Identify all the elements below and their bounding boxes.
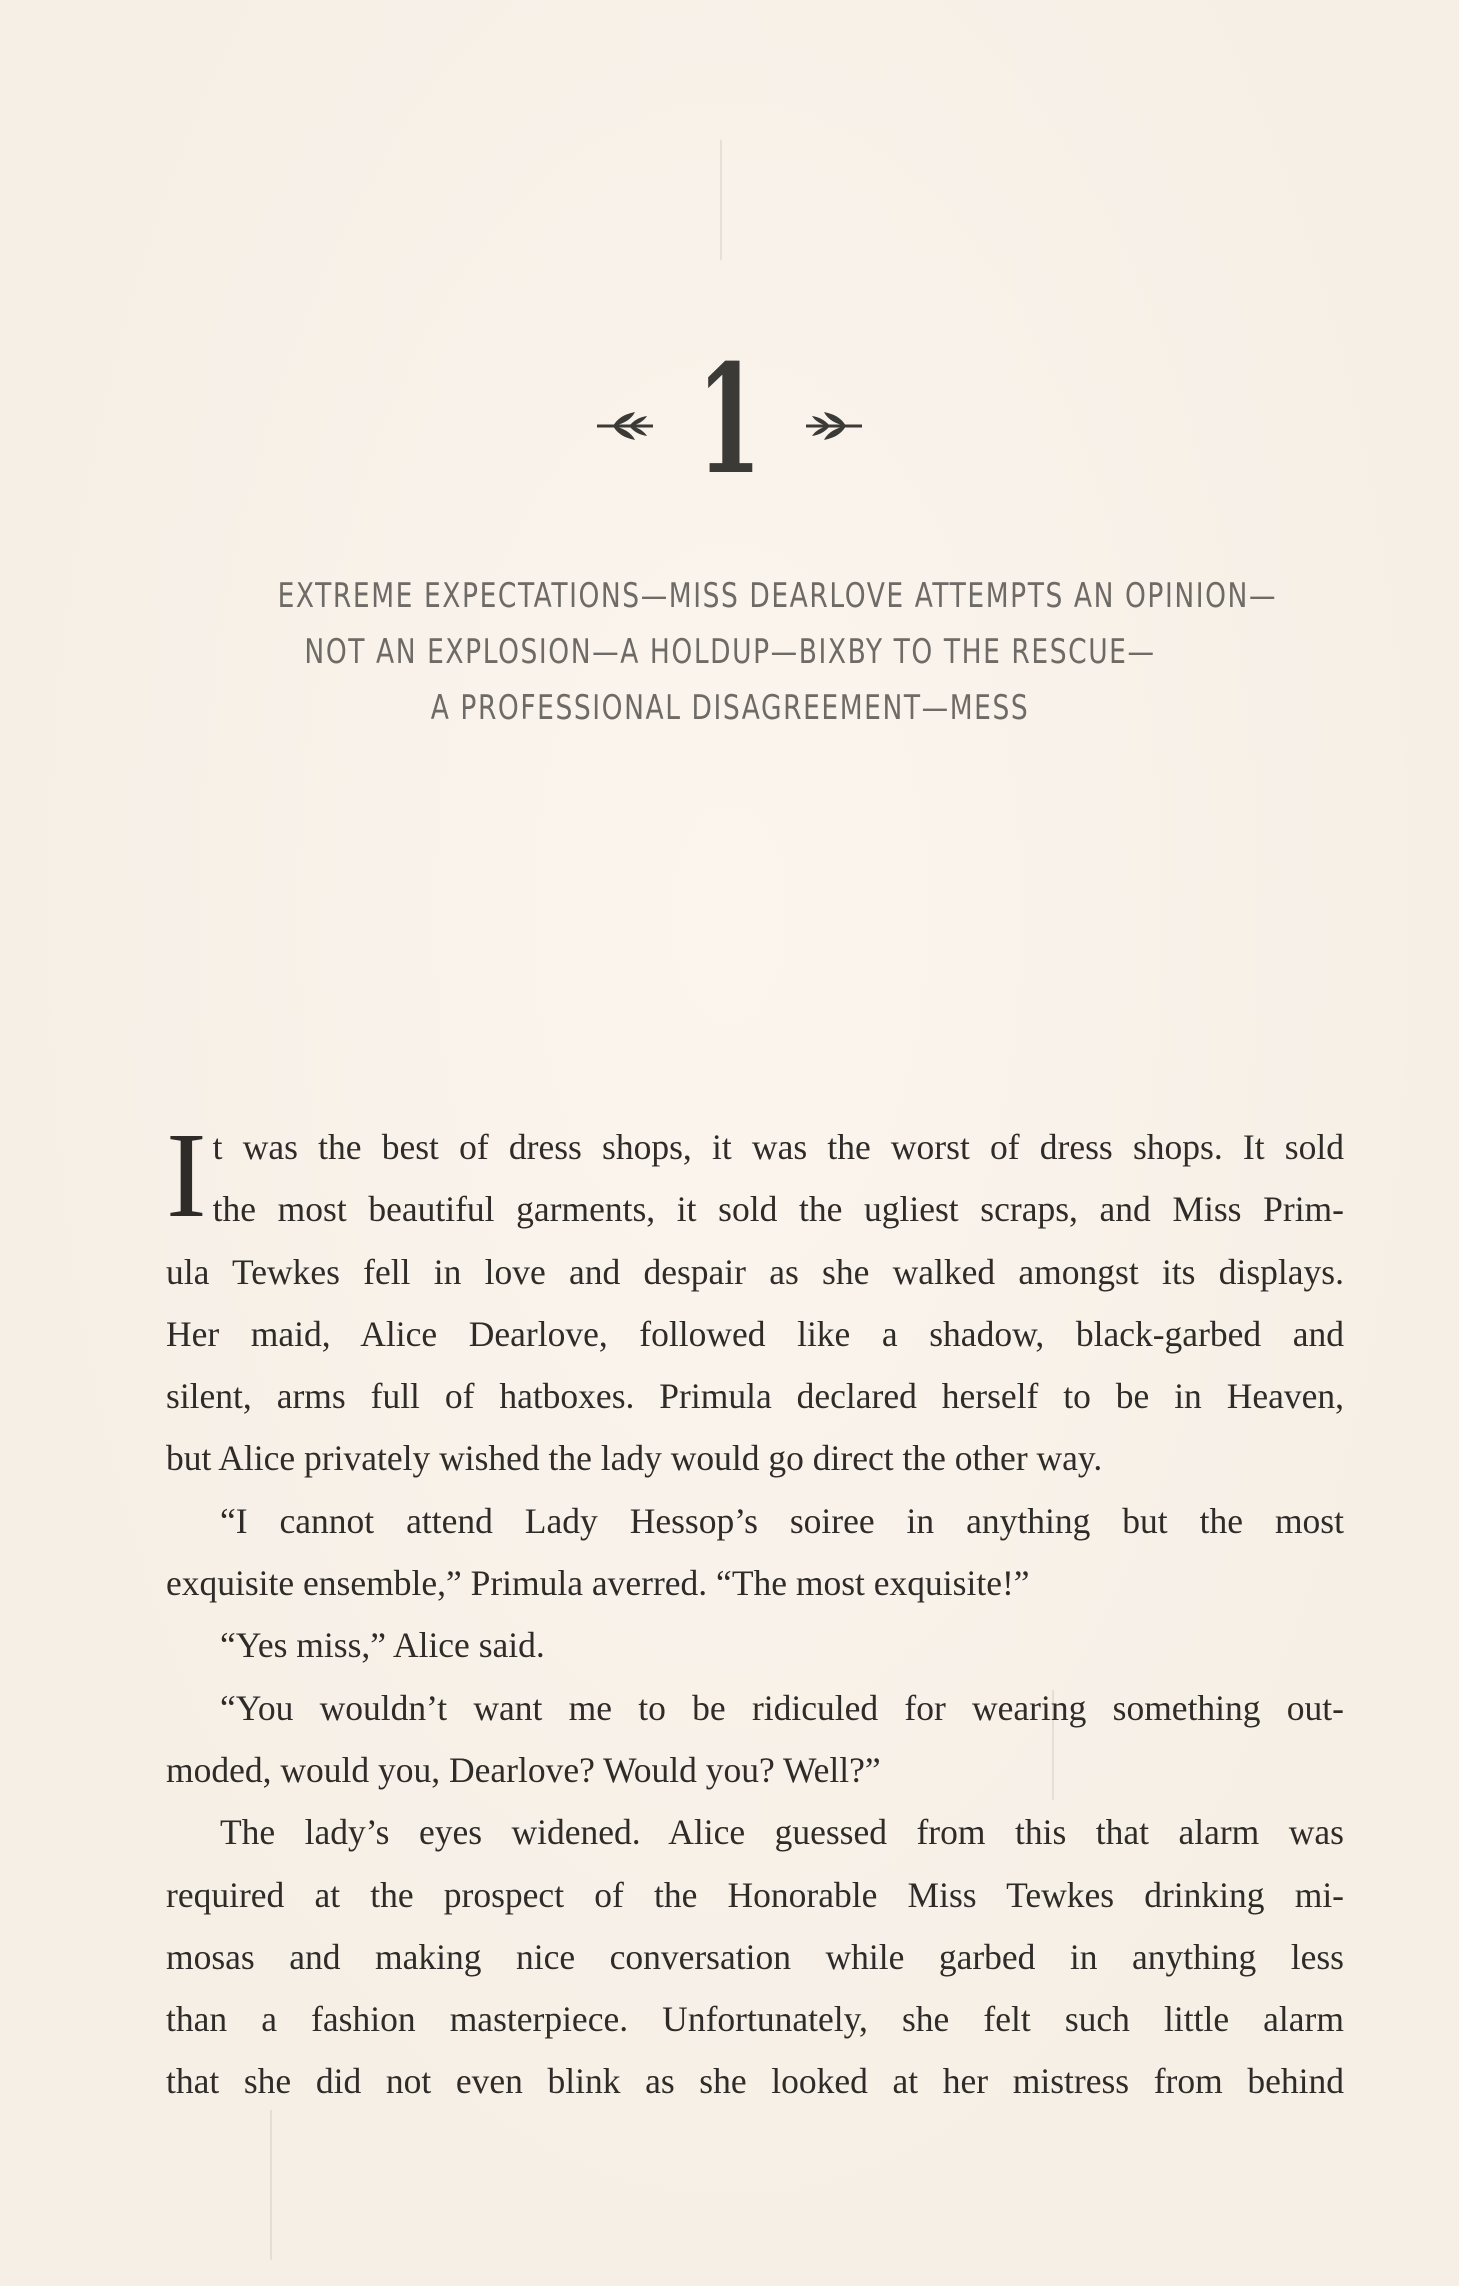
synopsis-line: EXTREME EXPECTATIONS—MISS DEARLOVE ATTEMPTS AN OPINION— bbox=[277, 576, 1278, 616]
paragraph bbox=[166, 1365, 1344, 1427]
paragraph bbox=[166, 1427, 1344, 1489]
paragraph bbox=[166, 1490, 1344, 1552]
chapter-body bbox=[166, 1108, 1344, 2113]
text-line: “You wouldn’t want me to be ridiculed for wearing something out- bbox=[220, 1687, 1344, 1728]
drop-cap: I bbox=[166, 1108, 207, 1243]
paragraph bbox=[166, 2050, 1344, 2112]
paragraph bbox=[166, 1241, 1344, 1303]
paragraph bbox=[166, 1988, 1344, 2050]
paper-texture-mark bbox=[270, 2110, 272, 2260]
text-line: The lady’s eyes widened. Alice guessed from this that alarm was bbox=[220, 1812, 1344, 1853]
paragraph bbox=[166, 1552, 1344, 1614]
paragraph bbox=[166, 1739, 1344, 1801]
text-line: ula Tewkes fell in love and despair as she walked amongst its displays. bbox=[166, 1251, 1344, 1292]
text-line: t was the best of dress shops, it was the worst of dress shops. It sold bbox=[212, 1127, 1344, 1167]
chapter-synopsis bbox=[150, 568, 1310, 736]
text-line: “I cannot attend Lady Hessop’s soiree in anything but the most bbox=[220, 1500, 1344, 1541]
paragraph bbox=[166, 1801, 1344, 1863]
text-line: silent, arms full of hatboxes. Primula declared herself to be in Heaven, bbox=[166, 1376, 1344, 1417]
text-line: required at the prospect of the Honorable Miss Tewkes drinking mi- bbox=[166, 1874, 1344, 1915]
paragraph bbox=[166, 1178, 1344, 1240]
text-line: moded, would you, Dearlove? Would you? Well?” bbox=[166, 1749, 881, 1790]
paragraph bbox=[166, 1926, 1344, 1988]
chapter-heading bbox=[0, 332, 1459, 508]
text-line: mosas and making nice conversation while garbed in anything less bbox=[166, 1936, 1344, 1977]
right-leaf-flourish-icon bbox=[804, 410, 864, 440]
text-line: exquisite ensemble,” Primula averred. “The most exquisite!” bbox=[166, 1563, 1030, 1604]
text-line: Her maid, Alice Dearlove, followed like a shadow, black-garbed and bbox=[166, 1313, 1344, 1354]
chapter-number: 1 bbox=[697, 332, 762, 508]
text-line: the most beautiful garments, it sold the ugliest scraps, and Miss Prim- bbox=[212, 1189, 1344, 1230]
paragraph bbox=[166, 1864, 1344, 1926]
synopsis-line: NOT AN EXPLOSION—A HOLDUP—BIXBY TO THE RESCUE— bbox=[304, 632, 1156, 672]
synopsis-line: A PROFESSIONAL DISAGREEMENT—MESS bbox=[430, 688, 1030, 728]
left-leaf-flourish-icon bbox=[595, 410, 655, 440]
text-line: than a fashion masterpiece. Unfortunately, she felt such little alarm bbox=[166, 1999, 1344, 2040]
paragraph bbox=[166, 1614, 1344, 1676]
paper-texture-mark bbox=[720, 140, 722, 260]
paragraph bbox=[166, 1303, 1344, 1365]
text-line: “Yes miss,” Alice said. bbox=[220, 1625, 545, 1666]
text-line: but Alice privately wished the lady would go direct the other way. bbox=[166, 1438, 1103, 1479]
text-line: that she did not even blink as she looked at her mistress from behind bbox=[166, 2061, 1344, 2102]
paragraph bbox=[166, 1677, 1344, 1739]
